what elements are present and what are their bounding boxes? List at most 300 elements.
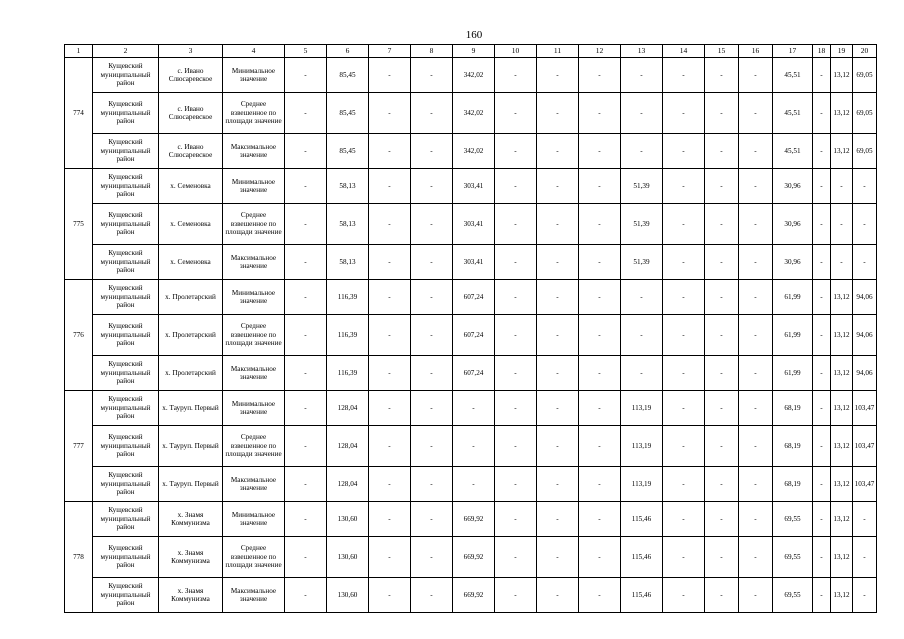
- value-cell: 69,55: [773, 537, 813, 578]
- value-cell: -: [285, 134, 327, 169]
- value-cell: -: [369, 245, 411, 280]
- value-cell: -: [663, 356, 705, 391]
- value-cell: -: [285, 93, 327, 134]
- value-cell: -: [495, 315, 537, 356]
- value-cell: -: [621, 93, 663, 134]
- value-cell: -: [705, 169, 739, 204]
- table-row: [65, 315, 877, 356]
- value-cell: 607,24: [453, 280, 495, 315]
- district-cell: Кущевский муниципальный район: [93, 280, 159, 315]
- value-cell: -: [453, 426, 495, 467]
- value-cell: -: [739, 134, 773, 169]
- value-cell: -: [285, 356, 327, 391]
- table-row: [65, 93, 877, 134]
- value-cell: 103,47: [853, 391, 877, 426]
- value-cell: -: [705, 93, 739, 134]
- table-row: [65, 58, 877, 93]
- column-number-header: 18: [813, 45, 831, 58]
- value-cell: 103,47: [853, 467, 877, 502]
- value-type-cell: Минимальное значение: [223, 58, 285, 93]
- value-cell: 58,13: [327, 245, 369, 280]
- value-cell: -: [579, 426, 621, 467]
- settlement-cell: х. Тауруп. Первый: [159, 391, 223, 426]
- value-cell: -: [663, 169, 705, 204]
- value-cell: -: [663, 502, 705, 537]
- value-cell: -: [621, 356, 663, 391]
- value-cell: 669,92: [453, 502, 495, 537]
- value-cell: 669,92: [453, 578, 495, 613]
- value-cell: -: [537, 356, 579, 391]
- value-cell: 69,55: [773, 502, 813, 537]
- value-cell: -: [739, 356, 773, 391]
- value-cell: -: [663, 280, 705, 315]
- value-type-cell: Среднее взвешенное по площади значение: [223, 93, 285, 134]
- value-cell: 342,02: [453, 134, 495, 169]
- district-cell: Кущевский муниципальный район: [93, 502, 159, 537]
- value-cell: 51,39: [621, 245, 663, 280]
- value-cell: -: [663, 134, 705, 169]
- district-cell: Кущевский муниципальный район: [93, 93, 159, 134]
- value-cell: 85,45: [327, 58, 369, 93]
- value-cell: -: [495, 537, 537, 578]
- value-type-cell: Минимальное значение: [223, 502, 285, 537]
- value-cell: -: [739, 93, 773, 134]
- value-cell: -: [285, 426, 327, 467]
- row-group-number: 778: [65, 502, 93, 613]
- value-cell: -: [495, 426, 537, 467]
- value-cell: -: [813, 578, 831, 613]
- value-cell: -: [411, 578, 453, 613]
- value-cell: -: [739, 502, 773, 537]
- value-cell: 69,05: [853, 134, 877, 169]
- value-cell: 61,99: [773, 356, 813, 391]
- settlement-cell: х. Знамя Коммунизма: [159, 537, 223, 578]
- value-cell: 128,04: [327, 467, 369, 502]
- value-cell: 94,06: [853, 280, 877, 315]
- value-cell: 116,39: [327, 315, 369, 356]
- value-cell: -: [369, 58, 411, 93]
- value-cell: -: [369, 315, 411, 356]
- column-number-header: 7: [369, 45, 411, 58]
- settlement-cell: х. Пролетарский: [159, 356, 223, 391]
- column-number-header: 2: [93, 45, 159, 58]
- value-cell: -: [621, 134, 663, 169]
- value-cell: -: [411, 467, 453, 502]
- value-type-cell: Минимальное значение: [223, 391, 285, 426]
- value-cell: -: [495, 578, 537, 613]
- value-cell: 607,24: [453, 315, 495, 356]
- value-cell: -: [739, 426, 773, 467]
- value-cell: 69,55: [773, 578, 813, 613]
- value-cell: 130,60: [327, 502, 369, 537]
- value-cell: 115,46: [621, 537, 663, 578]
- value-cell: -: [813, 134, 831, 169]
- district-cell: Кущевский муниципальный район: [93, 245, 159, 280]
- value-cell: 13,12: [831, 93, 853, 134]
- value-cell: -: [537, 502, 579, 537]
- value-cell: 61,99: [773, 315, 813, 356]
- value-cell: 45,51: [773, 93, 813, 134]
- value-cell: -: [537, 134, 579, 169]
- value-cell: 30,96: [773, 245, 813, 280]
- district-cell: Кущевский муниципальный район: [93, 537, 159, 578]
- value-cell: -: [453, 467, 495, 502]
- table-row: [65, 391, 877, 426]
- settlement-cell: х. Тауруп. Первый: [159, 467, 223, 502]
- district-cell: Кущевский муниципальный район: [93, 134, 159, 169]
- settlement-cell: с. Ивано Слюсаревское: [159, 134, 223, 169]
- column-number-header: 15: [705, 45, 739, 58]
- value-cell: 85,45: [327, 93, 369, 134]
- value-cell: -: [411, 391, 453, 426]
- table-row: [65, 502, 877, 537]
- district-cell: Кущевский муниципальный район: [93, 467, 159, 502]
- district-cell: Кущевский муниципальный район: [93, 58, 159, 93]
- table-row: [65, 578, 877, 613]
- value-cell: -: [495, 58, 537, 93]
- value-cell: -: [495, 169, 537, 204]
- value-cell: -: [579, 537, 621, 578]
- value-cell: -: [813, 426, 831, 467]
- value-cell: -: [831, 169, 853, 204]
- value-cell: 13,12: [831, 280, 853, 315]
- settlement-cell: х. Тауруп. Первый: [159, 426, 223, 467]
- value-cell: 303,41: [453, 204, 495, 245]
- value-cell: -: [579, 391, 621, 426]
- value-cell: -: [663, 426, 705, 467]
- value-cell: -: [813, 169, 831, 204]
- value-cell: -: [663, 467, 705, 502]
- value-cell: -: [853, 578, 877, 613]
- value-type-cell: Максимальное значение: [223, 245, 285, 280]
- value-cell: 13,12: [831, 426, 853, 467]
- value-cell: -: [579, 467, 621, 502]
- value-cell: -: [813, 391, 831, 426]
- value-type-cell: Среднее взвешенное по площади значение: [223, 537, 285, 578]
- value-cell: -: [369, 537, 411, 578]
- value-type-cell: Минимальное значение: [223, 169, 285, 204]
- value-cell: -: [579, 93, 621, 134]
- value-cell: -: [495, 502, 537, 537]
- value-cell: -: [705, 578, 739, 613]
- value-cell: 69,05: [853, 58, 877, 93]
- value-cell: -: [739, 315, 773, 356]
- value-cell: 342,02: [453, 58, 495, 93]
- value-cell: -: [411, 537, 453, 578]
- value-cell: 115,46: [621, 578, 663, 613]
- district-cell: Кущевский муниципальный район: [93, 356, 159, 391]
- value-cell: -: [853, 502, 877, 537]
- value-cell: -: [495, 204, 537, 245]
- value-cell: -: [369, 204, 411, 245]
- value-cell: -: [537, 280, 579, 315]
- value-cell: -: [579, 280, 621, 315]
- value-cell: -: [813, 315, 831, 356]
- value-cell: -: [853, 537, 877, 578]
- value-cell: 128,04: [327, 426, 369, 467]
- value-cell: -: [579, 502, 621, 537]
- table-row: [65, 245, 877, 280]
- settlement-cell: х. Семеновка: [159, 204, 223, 245]
- value-cell: 58,13: [327, 169, 369, 204]
- value-type-cell: Максимальное значение: [223, 134, 285, 169]
- value-type-cell: Максимальное значение: [223, 356, 285, 391]
- value-cell: -: [411, 58, 453, 93]
- value-cell: -: [369, 169, 411, 204]
- column-number-header: 8: [411, 45, 453, 58]
- column-number-header: 16: [739, 45, 773, 58]
- value-cell: -: [739, 58, 773, 93]
- value-cell: -: [411, 315, 453, 356]
- value-cell: -: [739, 537, 773, 578]
- value-cell: -: [411, 93, 453, 134]
- value-cell: -: [369, 280, 411, 315]
- value-cell: -: [663, 204, 705, 245]
- value-cell: -: [663, 537, 705, 578]
- value-cell: -: [705, 245, 739, 280]
- value-cell: -: [813, 502, 831, 537]
- settlement-cell: с. Ивано Слюсаревское: [159, 58, 223, 93]
- value-cell: -: [663, 578, 705, 613]
- value-cell: -: [537, 315, 579, 356]
- settlement-cell: х. Пролетарский: [159, 280, 223, 315]
- value-cell: -: [495, 467, 537, 502]
- value-cell: -: [285, 245, 327, 280]
- value-cell: 113,19: [621, 467, 663, 502]
- value-cell: -: [853, 245, 877, 280]
- value-cell: -: [705, 467, 739, 502]
- value-cell: -: [705, 204, 739, 245]
- value-cell: 13,12: [831, 467, 853, 502]
- column-number-header: 5: [285, 45, 327, 58]
- district-cell: Кущевский муниципальный район: [93, 315, 159, 356]
- value-cell: -: [285, 467, 327, 502]
- value-cell: -: [739, 578, 773, 613]
- value-cell: -: [285, 169, 327, 204]
- value-cell: 13,12: [831, 356, 853, 391]
- value-cell: 45,51: [773, 134, 813, 169]
- value-cell: 669,92: [453, 537, 495, 578]
- value-cell: -: [621, 58, 663, 93]
- value-type-cell: Среднее взвешенное по площади значение: [223, 426, 285, 467]
- value-cell: -: [369, 356, 411, 391]
- column-number-header: 20: [853, 45, 877, 58]
- value-cell: -: [705, 502, 739, 537]
- value-cell: -: [285, 391, 327, 426]
- value-cell: -: [411, 280, 453, 315]
- value-cell: 13,12: [831, 134, 853, 169]
- column-number-header: 11: [537, 45, 579, 58]
- value-cell: -: [813, 356, 831, 391]
- value-cell: -: [853, 204, 877, 245]
- row-group-number: 775: [65, 169, 93, 280]
- value-cell: -: [663, 391, 705, 426]
- value-cell: 94,06: [853, 356, 877, 391]
- value-cell: -: [537, 467, 579, 502]
- settlement-cell: х. Семеновка: [159, 169, 223, 204]
- value-cell: 13,12: [831, 537, 853, 578]
- value-cell: -: [369, 391, 411, 426]
- value-cell: -: [739, 391, 773, 426]
- data-table: [64, 44, 877, 613]
- value-cell: 13,12: [831, 391, 853, 426]
- value-cell: 13,12: [831, 578, 853, 613]
- value-cell: -: [495, 391, 537, 426]
- settlement-cell: х. Семеновка: [159, 245, 223, 280]
- value-cell: -: [579, 315, 621, 356]
- value-cell: -: [705, 315, 739, 356]
- value-cell: 303,41: [453, 169, 495, 204]
- value-cell: -: [495, 245, 537, 280]
- value-cell: 116,39: [327, 356, 369, 391]
- value-cell: -: [285, 58, 327, 93]
- value-cell: -: [411, 502, 453, 537]
- value-cell: 116,39: [327, 280, 369, 315]
- value-cell: -: [411, 204, 453, 245]
- value-cell: -: [621, 280, 663, 315]
- value-cell: -: [813, 204, 831, 245]
- value-cell: -: [621, 315, 663, 356]
- value-cell: 113,19: [621, 391, 663, 426]
- value-type-cell: Среднее взвешенное по площади значение: [223, 204, 285, 245]
- column-number-header: 13: [621, 45, 663, 58]
- column-number-header: 14: [663, 45, 705, 58]
- value-cell: -: [813, 58, 831, 93]
- table-row: [65, 134, 877, 169]
- value-cell: 607,24: [453, 356, 495, 391]
- column-number-header: 6: [327, 45, 369, 58]
- value-cell: 342,02: [453, 93, 495, 134]
- value-cell: -: [411, 134, 453, 169]
- value-cell: -: [537, 391, 579, 426]
- column-number-header: 12: [579, 45, 621, 58]
- settlement-cell: с. Ивано Слюсаревское: [159, 93, 223, 134]
- value-cell: 69,05: [853, 93, 877, 134]
- value-cell: 68,19: [773, 467, 813, 502]
- value-cell: -: [813, 245, 831, 280]
- table-row: [65, 280, 877, 315]
- value-cell: -: [739, 245, 773, 280]
- value-cell: -: [739, 467, 773, 502]
- value-cell: -: [579, 245, 621, 280]
- value-cell: -: [285, 204, 327, 245]
- value-cell: 103,47: [853, 426, 877, 467]
- value-cell: -: [705, 426, 739, 467]
- district-cell: Кущевский муниципальный район: [93, 204, 159, 245]
- value-type-cell: Минимальное значение: [223, 280, 285, 315]
- value-cell: -: [579, 204, 621, 245]
- value-cell: -: [813, 467, 831, 502]
- table-row: [65, 204, 877, 245]
- value-cell: -: [537, 169, 579, 204]
- value-cell: -: [705, 391, 739, 426]
- value-cell: 30,96: [773, 169, 813, 204]
- page-number: 160: [465, 29, 483, 41]
- value-cell: -: [831, 245, 853, 280]
- value-cell: 94,06: [853, 315, 877, 356]
- column-number-header: 19: [831, 45, 853, 58]
- value-cell: -: [813, 537, 831, 578]
- value-cell: 51,39: [621, 169, 663, 204]
- value-cell: 13,12: [831, 58, 853, 93]
- value-cell: -: [411, 426, 453, 467]
- value-cell: 68,19: [773, 391, 813, 426]
- value-cell: -: [369, 93, 411, 134]
- value-cell: -: [663, 93, 705, 134]
- value-cell: 130,60: [327, 578, 369, 613]
- value-cell: 61,99: [773, 280, 813, 315]
- value-cell: -: [285, 578, 327, 613]
- column-number-header: 17: [773, 45, 813, 58]
- value-cell: 130,60: [327, 537, 369, 578]
- value-cell: -: [369, 426, 411, 467]
- value-cell: -: [495, 280, 537, 315]
- value-cell: 303,41: [453, 245, 495, 280]
- table-row: [65, 169, 877, 204]
- value-cell: -: [411, 356, 453, 391]
- column-number-header: 1: [65, 45, 93, 58]
- value-cell: -: [579, 169, 621, 204]
- district-cell: Кущевский муниципальный район: [93, 391, 159, 426]
- value-cell: -: [705, 356, 739, 391]
- value-cell: -: [579, 134, 621, 169]
- value-cell: 128,04: [327, 391, 369, 426]
- value-cell: -: [663, 315, 705, 356]
- value-cell: -: [579, 578, 621, 613]
- value-cell: -: [813, 93, 831, 134]
- value-cell: -: [285, 315, 327, 356]
- value-cell: 115,46: [621, 502, 663, 537]
- column-number-header: 10: [495, 45, 537, 58]
- value-cell: -: [369, 578, 411, 613]
- value-type-cell: Максимальное значение: [223, 578, 285, 613]
- value-type-cell: Среднее взвешенное по площади значение: [223, 315, 285, 356]
- value-cell: -: [453, 391, 495, 426]
- value-cell: -: [285, 502, 327, 537]
- table-row: [65, 356, 877, 391]
- district-cell: Кущевский муниципальный район: [93, 578, 159, 613]
- value-cell: 13,12: [831, 315, 853, 356]
- value-cell: 45,51: [773, 58, 813, 93]
- value-cell: -: [537, 204, 579, 245]
- value-cell: -: [537, 245, 579, 280]
- value-cell: -: [579, 356, 621, 391]
- value-cell: -: [537, 93, 579, 134]
- settlement-cell: х. Пролетарский: [159, 315, 223, 356]
- value-cell: 58,13: [327, 204, 369, 245]
- value-cell: -: [739, 169, 773, 204]
- table-row: [65, 537, 877, 578]
- row-group-number: 777: [65, 391, 93, 502]
- value-cell: 85,45: [327, 134, 369, 169]
- district-cell: Кущевский муниципальный район: [93, 426, 159, 467]
- value-cell: -: [705, 280, 739, 315]
- value-cell: -: [495, 93, 537, 134]
- value-cell: -: [813, 280, 831, 315]
- value-cell: 113,19: [621, 426, 663, 467]
- value-cell: -: [739, 204, 773, 245]
- column-number-row: [65, 45, 877, 58]
- value-cell: -: [285, 280, 327, 315]
- value-cell: -: [537, 58, 579, 93]
- value-cell: -: [853, 169, 877, 204]
- column-number-header: 4: [223, 45, 285, 58]
- value-cell: -: [537, 537, 579, 578]
- value-cell: -: [579, 58, 621, 93]
- row-group-number: 774: [65, 58, 93, 169]
- column-number-header: 9: [453, 45, 495, 58]
- column-number-header: 3: [159, 45, 223, 58]
